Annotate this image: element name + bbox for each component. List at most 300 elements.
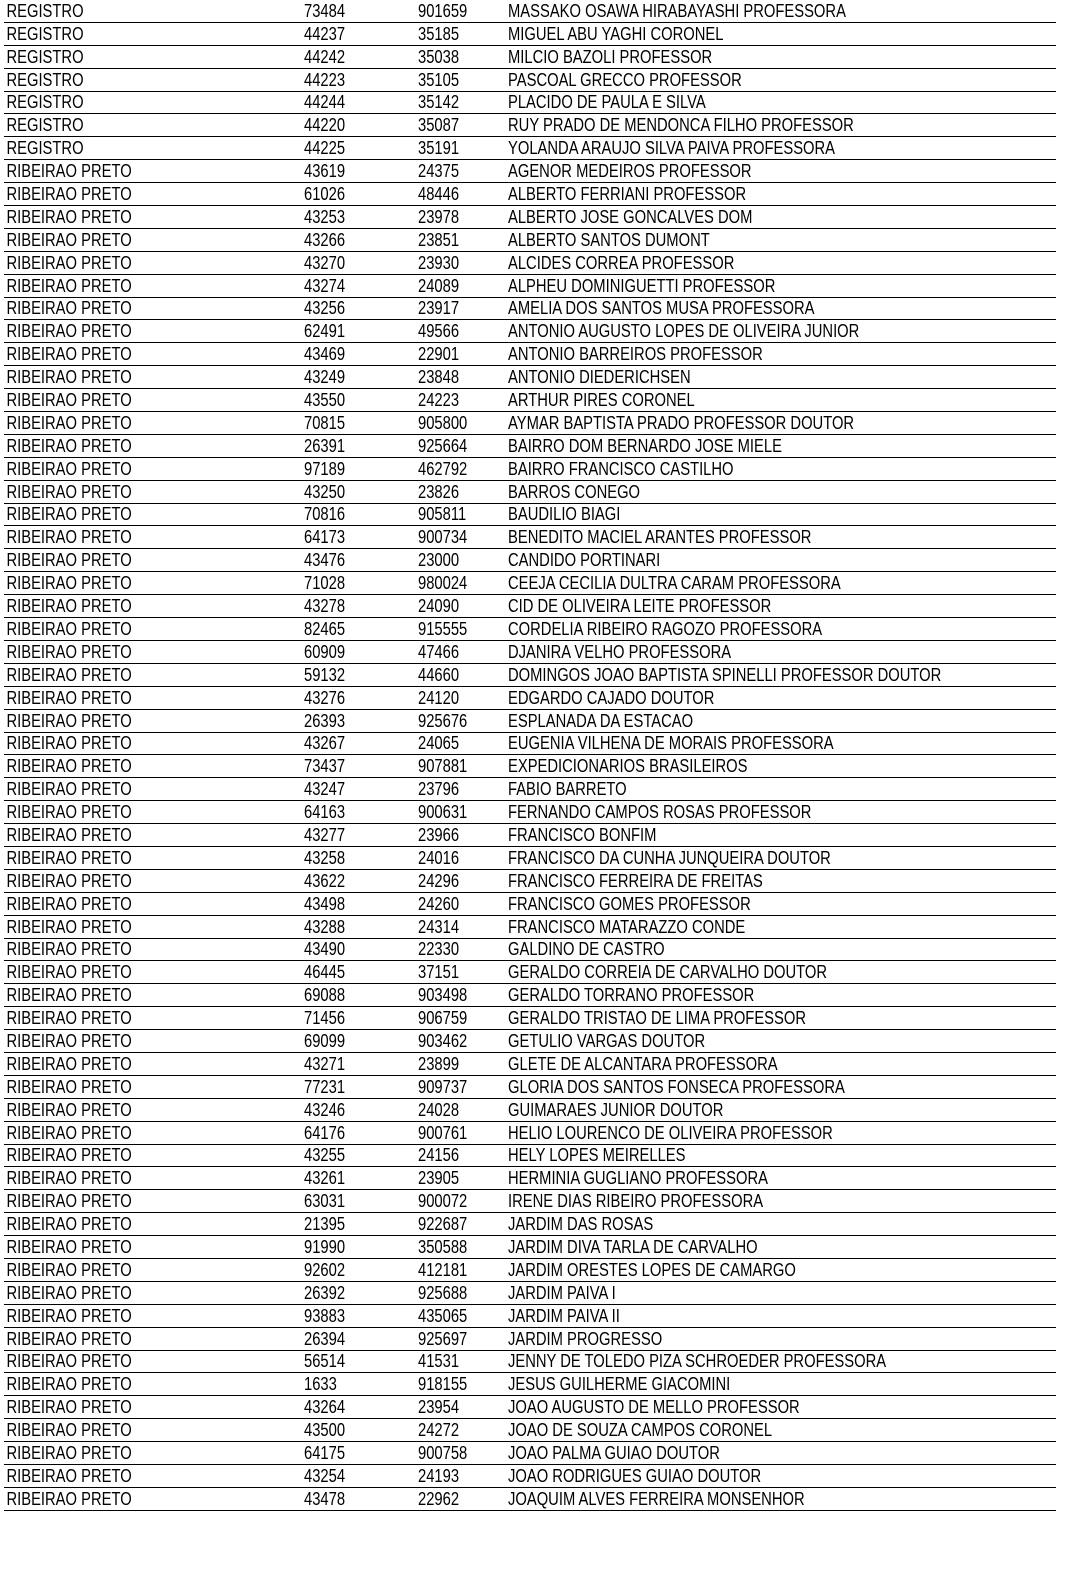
cell-municipality: RIBEIRAO PRETO: [6, 1305, 132, 1326]
cell-code: 46445: [304, 962, 346, 983]
cell-code: 44242: [304, 46, 346, 67]
cell-municipality: RIBEIRAO PRETO: [6, 847, 132, 868]
table-row: [4, 687, 1056, 710]
table-row: [4, 1099, 1056, 1122]
cell-code: 93883: [304, 1305, 346, 1326]
table-row: [4, 92, 1056, 115]
table-row: [4, 526, 1056, 549]
cell-code: 43249: [304, 367, 346, 388]
cell-municipality: REGISTRO: [6, 115, 84, 136]
cell-school-code: 24120: [418, 687, 460, 708]
cell-school-code: 350588: [418, 1236, 468, 1257]
cell-municipality: RIBEIRAO PRETO: [6, 229, 132, 250]
cell-school-code: 23978: [418, 206, 460, 227]
table-row: [4, 252, 1056, 275]
cell-school-code: 35038: [418, 46, 460, 67]
cell-code: 43476: [304, 550, 346, 571]
cell-school-code: 900631: [418, 802, 468, 823]
table-row: [4, 870, 1056, 893]
cell-school-code: 900758: [418, 1443, 468, 1463]
table-row: [4, 916, 1056, 939]
cell-school-code: 23917: [418, 298, 460, 319]
cell-school-code: 23826: [418, 481, 460, 502]
cell-school-name: JENNY DE TOLEDO PIZA SCHROEDER PROFESSORA: [508, 1351, 887, 1372]
cell-school-name: ALCIDES CORREA PROFESSOR: [508, 252, 735, 273]
cell-code: 43266: [304, 229, 346, 250]
cell-school-name: FERNANDO CAMPOS ROSAS PROFESSOR: [508, 802, 812, 823]
cell-code: 43490: [304, 939, 346, 960]
cell-school-name: BARROS CONEGO: [508, 481, 641, 502]
cell-code: 73437: [304, 756, 346, 777]
table-row: [4, 572, 1056, 595]
cell-code: 43267: [304, 733, 346, 754]
table-row: [4, 229, 1056, 252]
cell-municipality: RIBEIRAO PRETO: [6, 390, 132, 411]
cell-school-code: 24296: [418, 870, 460, 891]
cell-code: 43258: [304, 847, 346, 868]
cell-municipality: REGISTRO: [6, 138, 84, 159]
cell-school-name: JARDIM PAIVA II: [508, 1305, 620, 1326]
cell-school-name: EXPEDICIONARIOS BRASILEIROS: [508, 756, 748, 777]
cell-school-code: 24193: [418, 1465, 460, 1486]
cell-municipality: REGISTRO: [6, 46, 84, 67]
table-row: [4, 939, 1056, 962]
cell-code: 73484: [304, 0, 346, 21]
cell-school-name: MILCIO BAZOLI PROFESSOR: [508, 46, 713, 67]
cell-school-code: 907881: [418, 756, 468, 777]
cell-code: 43500: [304, 1420, 346, 1441]
table-row: [4, 1259, 1056, 1282]
cell-school-code: 462792: [418, 458, 468, 479]
cell-school-code: 412181: [418, 1259, 468, 1280]
cell-code: 44225: [304, 138, 346, 159]
cell-school-name: BENEDITO MACIEL ARANTES PROFESSOR: [508, 527, 812, 548]
cell-code: 59132: [304, 664, 346, 685]
table-row: [4, 1373, 1056, 1396]
cell-school-name: GETULIO VARGAS DOUTOR: [508, 1030, 706, 1051]
table-row: [4, 733, 1056, 756]
cell-code: 92602: [304, 1259, 346, 1280]
table-row: [4, 23, 1056, 46]
cell-school-name: ANTONIO DIEDERICHSEN: [508, 367, 691, 388]
table-row: [4, 0, 1056, 23]
table-row: [4, 1351, 1056, 1374]
cell-school-code: 24314: [418, 916, 460, 937]
cell-municipality: RIBEIRAO PRETO: [6, 1282, 132, 1303]
cell-school-code: 35087: [418, 115, 460, 136]
table-row: [4, 389, 1056, 412]
table-row: [4, 1122, 1056, 1145]
cell-school-name: ARTHUR PIRES CORONEL: [508, 390, 695, 411]
cell-municipality: RIBEIRAO PRETO: [6, 573, 132, 594]
cell-municipality: RIBEIRAO PRETO: [6, 596, 132, 617]
cell-school-code: 903462: [418, 1030, 468, 1051]
cell-school-code: 905811: [418, 504, 467, 525]
cell-school-code: 23954: [418, 1397, 460, 1418]
table-row: [4, 549, 1056, 572]
table-row: [4, 595, 1056, 618]
cell-school-code: 23905: [418, 1168, 460, 1189]
cell-code: 43288: [304, 916, 346, 937]
cell-school-code: 23899: [418, 1053, 460, 1074]
cell-code: 69088: [304, 985, 346, 1006]
cell-school-name: JOAO AUGUSTO DE MELLO PROFESSOR: [508, 1397, 800, 1418]
cell-school-code: 24028: [418, 1099, 460, 1120]
table-row: [4, 1282, 1056, 1305]
cell-school-name: AGENOR MEDEIROS PROFESSOR: [508, 161, 752, 182]
cell-school-code: 24223: [418, 390, 460, 411]
cell-school-name: EUGENIA VILHENA DE MORAIS PROFESSORA: [508, 733, 834, 754]
cell-municipality: RIBEIRAO PRETO: [6, 824, 132, 845]
cell-school-code: 48446: [418, 184, 460, 205]
cell-municipality: RIBEIRAO PRETO: [6, 527, 132, 548]
cell-municipality: RIBEIRAO PRETO: [6, 1488, 132, 1509]
cell-municipality: RIBEIRAO PRETO: [6, 618, 132, 639]
cell-code: 44244: [304, 92, 346, 113]
cell-code: 44220: [304, 115, 346, 136]
cell-school-code: 900072: [418, 1191, 468, 1212]
table-row: [4, 1190, 1056, 1213]
cell-municipality: RIBEIRAO PRETO: [6, 1259, 132, 1280]
cell-school-name: PLACIDO DE PAULA E SILVA: [508, 92, 706, 113]
cell-municipality: RIBEIRAO PRETO: [6, 962, 132, 983]
cell-school-name: FRANCISCO MATARAZZO CONDE: [508, 916, 746, 937]
cell-code: 77231: [304, 1076, 346, 1097]
cell-code: 60909: [304, 641, 346, 662]
cell-school-code: 37151: [418, 962, 460, 983]
cell-code: 43498: [304, 893, 346, 914]
cell-municipality: RIBEIRAO PRETO: [6, 344, 132, 365]
cell-code: 43550: [304, 390, 346, 411]
cell-code: 97189: [304, 458, 346, 479]
table-row: [4, 1465, 1056, 1488]
cell-school-code: 900761: [418, 1122, 468, 1143]
cell-school-code: 905800: [418, 412, 468, 433]
cell-code: 61026: [304, 184, 346, 205]
cell-municipality: RIBEIRAO PRETO: [6, 1397, 132, 1418]
cell-municipality: RIBEIRAO PRETO: [6, 550, 132, 571]
cell-school-name: GUIMARAES JUNIOR DOUTOR: [508, 1099, 724, 1120]
school-listing-table: [4, 0, 1056, 1511]
cell-code: 64176: [304, 1122, 346, 1143]
table-row: [4, 160, 1056, 183]
cell-municipality: RIBEIRAO PRETO: [6, 321, 132, 342]
cell-municipality: RIBEIRAO PRETO: [6, 1374, 132, 1395]
cell-municipality: REGISTRO: [6, 92, 84, 113]
cell-school-code: 22962: [418, 1488, 460, 1509]
table-row: [4, 1442, 1056, 1465]
cell-municipality: RIBEIRAO PRETO: [6, 1145, 132, 1166]
cell-school-code: 909737: [418, 1076, 468, 1097]
cell-code: 63031: [304, 1191, 346, 1212]
cell-municipality: RIBEIRAO PRETO: [6, 161, 132, 182]
cell-school-code: 24272: [418, 1420, 460, 1441]
cell-school-name: BAIRRO DOM BERNARDO JOSE MIELE: [508, 435, 782, 456]
cell-code: 43276: [304, 687, 346, 708]
cell-municipality: RIBEIRAO PRETO: [6, 779, 132, 800]
cell-municipality: RIBEIRAO PRETO: [6, 481, 132, 502]
cell-school-name: JARDIM PROGRESSO: [508, 1328, 663, 1349]
cell-municipality: RIBEIRAO PRETO: [6, 893, 132, 914]
table-row: [4, 1328, 1056, 1351]
cell-code: 43255: [304, 1145, 346, 1166]
cell-school-code: 23930: [418, 252, 460, 273]
cell-school-name: JOAO RODRIGUES GUIAO DOUTOR: [508, 1465, 762, 1486]
cell-school-code: 925664: [418, 435, 468, 456]
cell-school-code: 915555: [418, 618, 468, 639]
cell-school-code: 980024: [418, 573, 468, 594]
cell-school-name: GERALDO TORRANO PROFESSOR: [508, 985, 755, 1006]
cell-code: 43271: [304, 1053, 346, 1074]
cell-school-name: MASSAKO OSAWA HIRABAYASHI PROFESSORA: [508, 0, 846, 21]
cell-school-name: HELY LOPES MEIRELLES: [508, 1145, 686, 1166]
cell-code: 43253: [304, 206, 346, 227]
cell-school-name: JARDIM PAIVA I: [508, 1282, 616, 1303]
cell-school-code: 925676: [418, 710, 468, 731]
cell-code: 43278: [304, 596, 346, 617]
table-row: [4, 343, 1056, 366]
cell-code: 26393: [304, 710, 346, 731]
cell-school-name: GALDINO DE CASTRO: [508, 939, 665, 960]
table-row: [4, 641, 1056, 664]
table-row: [4, 1213, 1056, 1236]
table-row: [4, 1007, 1056, 1030]
cell-school-code: 900734: [418, 527, 468, 548]
table-row: [4, 618, 1056, 641]
cell-school-code: 23000: [418, 550, 460, 571]
cell-school-name: FABIO BARRETO: [508, 779, 627, 800]
cell-code: 43247: [304, 779, 346, 800]
table-row: [4, 1076, 1056, 1099]
cell-school-name: GLETE DE ALCANTARA PROFESSORA: [508, 1053, 778, 1074]
cell-school-code: 903498: [418, 985, 468, 1006]
table-row: [4, 1305, 1056, 1328]
cell-code: 43261: [304, 1168, 346, 1189]
cell-municipality: RIBEIRAO PRETO: [6, 1351, 132, 1372]
cell-code: 69099: [304, 1030, 346, 1051]
cell-code: 43264: [304, 1397, 346, 1418]
cell-municipality: RIBEIRAO PRETO: [6, 870, 132, 891]
cell-municipality: RIBEIRAO PRETO: [6, 1168, 132, 1189]
cell-code: 64163: [304, 802, 346, 823]
cell-school-code: 901659: [418, 0, 468, 21]
table-row: [4, 664, 1056, 687]
table-row: [4, 893, 1056, 916]
table-row: [4, 984, 1056, 1007]
cell-school-code: 24375: [418, 161, 460, 182]
cell-school-code: 925688: [418, 1282, 468, 1303]
cell-school-name: ALPHEU DOMINIGUETTI PROFESSOR: [508, 275, 776, 296]
table-row: [4, 320, 1056, 343]
cell-municipality: RIBEIRAO PRETO: [6, 252, 132, 273]
cell-code: 44223: [304, 69, 346, 90]
table-row: [4, 114, 1056, 137]
cell-school-code: 922687: [418, 1214, 468, 1235]
table-row: [4, 801, 1056, 824]
cell-school-code: 24065: [418, 733, 460, 754]
cell-code: 43277: [304, 824, 346, 845]
table-row: [4, 435, 1056, 458]
cell-municipality: REGISTRO: [6, 69, 84, 90]
table-row: [4, 275, 1056, 298]
cell-code: 43274: [304, 275, 346, 296]
table-row: [4, 1145, 1056, 1168]
table-row: [4, 137, 1056, 160]
cell-code: 21395: [304, 1214, 346, 1235]
cell-code: 26391: [304, 435, 346, 456]
cell-code: 43254: [304, 1465, 346, 1486]
cell-municipality: RIBEIRAO PRETO: [6, 1099, 132, 1120]
cell-municipality: RIBEIRAO PRETO: [6, 1236, 132, 1257]
cell-school-name: GERALDO TRISTAO DE LIMA PROFESSOR: [508, 1008, 807, 1029]
cell-municipality: RIBEIRAO PRETO: [6, 687, 132, 708]
cell-school-code: 24090: [418, 596, 460, 617]
table-row: [4, 504, 1056, 527]
table-row: [4, 1236, 1056, 1259]
cell-school-code: 24089: [418, 275, 460, 296]
cell-school-name: JARDIM ORESTES LOPES DE CAMARGO: [508, 1259, 796, 1280]
table-row: [4, 755, 1056, 778]
cell-school-name: JARDIM DAS ROSAS: [508, 1214, 654, 1235]
cell-school-name: PASCOAL GRECCO PROFESSOR: [508, 69, 742, 90]
table-row: [4, 1488, 1056, 1511]
cell-code: 71028: [304, 573, 346, 594]
cell-school-code: 35105: [418, 69, 460, 90]
cell-school-name: CID DE OLIVEIRA LEITE PROFESSOR: [508, 596, 772, 617]
cell-school-name: JESUS GUILHERME GIACOMINI: [508, 1374, 731, 1395]
cell-school-name: BAIRRO FRANCISCO CASTILHO: [508, 458, 734, 479]
cell-municipality: RIBEIRAO PRETO: [6, 985, 132, 1006]
cell-school-code: 35142: [418, 92, 460, 113]
cell-school-name: HELIO LOURENCO DE OLIVEIRA PROFESSOR: [508, 1122, 833, 1143]
cell-school-name: JOAO PALMA GUIAO DOUTOR: [508, 1443, 720, 1463]
cell-school-name: JOAO DE SOUZA CAMPOS CORONEL: [508, 1420, 773, 1441]
cell-school-name: CORDELIA RIBEIRO RAGOZO PROFESSORA: [508, 618, 823, 639]
cell-code: 56514: [304, 1351, 346, 1372]
cell-school-name: BAUDILIO BIAGI: [508, 504, 621, 525]
cell-code: 26392: [304, 1282, 346, 1303]
table-row: [4, 1053, 1056, 1076]
cell-school-name: MIGUEL ABU YAGHI CORONEL: [508, 23, 724, 44]
cell-school-name: AYMAR BAPTISTA PRADO PROFESSOR DOUTOR: [508, 412, 855, 433]
cell-municipality: RIBEIRAO PRETO: [6, 184, 132, 205]
cell-school-name: AMELIA DOS SANTOS MUSA PROFESSORA: [508, 298, 815, 319]
cell-municipality: RIBEIRAO PRETO: [6, 802, 132, 823]
cell-code: 43622: [304, 870, 346, 891]
cell-municipality: RIBEIRAO PRETO: [6, 756, 132, 777]
cell-school-name: ANTONIO AUGUSTO LOPES DE OLIVEIRA JUNIOR: [508, 321, 860, 342]
table-row: [4, 847, 1056, 870]
cell-school-code: 23848: [418, 367, 460, 388]
cell-municipality: RIBEIRAO PRETO: [6, 275, 132, 296]
cell-school-code: 35191: [418, 138, 460, 159]
cell-school-name: DOMINGOS JOAO BAPTISTA SPINELLI PROFESSOR DOUTOR: [508, 664, 942, 685]
table-row: [4, 1167, 1056, 1190]
cell-municipality: RIBEIRAO PRETO: [6, 1328, 132, 1349]
cell-code: 64175: [304, 1443, 346, 1463]
cell-school-name: FRANCISCO DA CUNHA JUNQUEIRA DOUTOR: [508, 847, 831, 868]
cell-municipality: RIBEIRAO PRETO: [6, 458, 132, 479]
cell-municipality: RIBEIRAO PRETO: [6, 1122, 132, 1143]
cell-school-code: 435065: [418, 1305, 468, 1326]
table-row: [4, 961, 1056, 984]
table-row: [4, 46, 1056, 69]
cell-school-name: YOLANDA ARAUJO SILVA PAIVA PROFESSORA: [508, 138, 836, 159]
table-row: [4, 298, 1056, 321]
cell-municipality: RIBEIRAO PRETO: [6, 367, 132, 388]
cell-municipality: RIBEIRAO PRETO: [6, 504, 132, 525]
cell-code: 43619: [304, 161, 346, 182]
table-row: [4, 1396, 1056, 1419]
cell-municipality: RIBEIRAO PRETO: [6, 1053, 132, 1074]
table-row: [4, 1419, 1056, 1442]
cell-municipality: RIBEIRAO PRETO: [6, 206, 132, 227]
cell-municipality: RIBEIRAO PRETO: [6, 1214, 132, 1235]
cell-municipality: RIBEIRAO PRETO: [6, 641, 132, 662]
cell-school-name: FRANCISCO GOMES PROFESSOR: [508, 893, 751, 914]
cell-code: 64173: [304, 527, 346, 548]
cell-school-name: ALBERTO SANTOS DUMONT: [508, 229, 710, 250]
cell-municipality: REGISTRO: [6, 0, 84, 21]
cell-code: 82465: [304, 618, 346, 639]
cell-school-name: GLORIA DOS SANTOS FONSECA PROFESSORA: [508, 1076, 845, 1097]
cell-school-code: 23796: [418, 779, 460, 800]
table-row: [4, 710, 1056, 733]
cell-code: 91990: [304, 1236, 346, 1257]
cell-school-code: 925697: [418, 1328, 468, 1349]
cell-code: 43250: [304, 481, 346, 502]
cell-school-code: 23851: [418, 229, 460, 250]
cell-school-name: CEEJA CECILIA DULTRA CARAM PROFESSORA: [508, 573, 841, 594]
cell-school-name: RUY PRADO DE MENDONCA FILHO PROFESSOR: [508, 115, 854, 136]
cell-municipality: RIBEIRAO PRETO: [6, 710, 132, 731]
table-row: [4, 412, 1056, 435]
cell-municipality: RIBEIRAO PRETO: [6, 916, 132, 937]
table-row: [4, 69, 1056, 92]
cell-school-name: ANTONIO BARREIROS PROFESSOR: [508, 344, 763, 365]
cell-code: 62491: [304, 321, 346, 342]
cell-municipality: RIBEIRAO PRETO: [6, 733, 132, 754]
cell-municipality: RIBEIRAO PRETO: [6, 1420, 132, 1441]
cell-municipality: RIBEIRAO PRETO: [6, 939, 132, 960]
cell-code: 44237: [304, 23, 346, 44]
cell-school-code: 35185: [418, 23, 460, 44]
cell-school-name: FRANCISCO BONFIM: [508, 824, 657, 845]
cell-school-code: 49566: [418, 321, 460, 342]
cell-municipality: RIBEIRAO PRETO: [6, 1191, 132, 1212]
cell-code: 70815: [304, 412, 346, 433]
cell-municipality: RIBEIRAO PRETO: [6, 1465, 132, 1486]
cell-code: 71456: [304, 1008, 346, 1029]
cell-municipality: RIBEIRAO PRETO: [6, 1076, 132, 1097]
cell-school-name: EDGARDO CAJADO DOUTOR: [508, 687, 715, 708]
cell-school-name: CANDIDO PORTINARI: [508, 550, 661, 571]
table-row: [4, 1030, 1056, 1053]
cell-municipality: RIBEIRAO PRETO: [6, 435, 132, 456]
cell-code: 1633: [304, 1374, 337, 1395]
cell-school-name: ESPLANADA DA ESTACAO: [508, 710, 694, 731]
table-row: [4, 824, 1056, 847]
cell-code: 43246: [304, 1099, 346, 1120]
table-row: [4, 183, 1056, 206]
cell-school-name: JARDIM DIVA TARLA DE CARVALHO: [508, 1236, 758, 1257]
cell-municipality: RIBEIRAO PRETO: [6, 298, 132, 319]
cell-school-code: 23966: [418, 824, 460, 845]
cell-school-code: 918155: [418, 1374, 468, 1395]
cell-school-code: 24260: [418, 893, 460, 914]
table-row: [4, 366, 1056, 389]
table-row: [4, 481, 1056, 504]
